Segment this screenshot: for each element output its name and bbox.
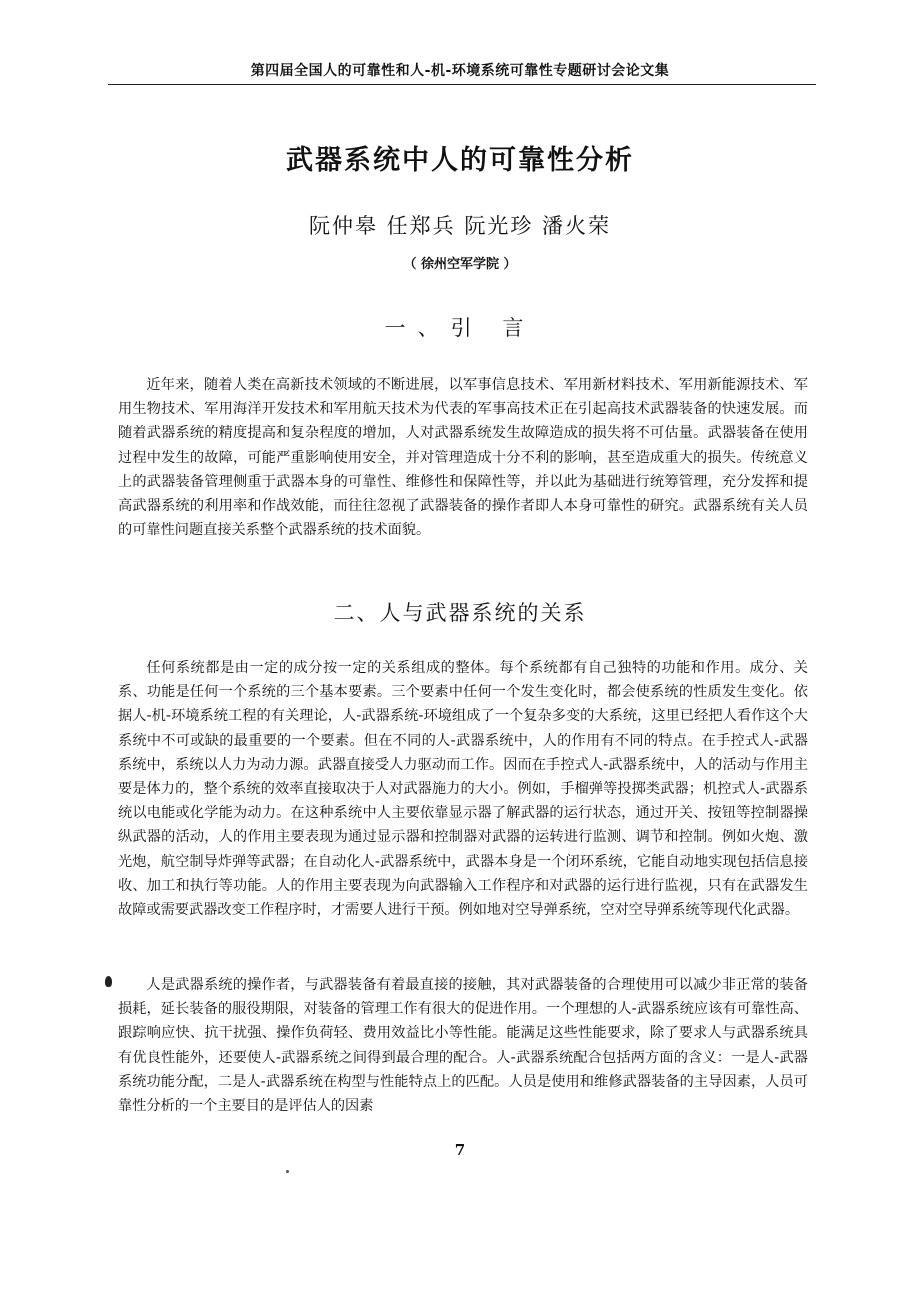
page-number: 7 <box>454 1141 466 1159</box>
paragraph: 近年来，随着人类在高新技术领域的不断进展，以军事信息技术、军用新材料技术、军用新能源技术、军用生物技术、军用海洋开发技术和军用航天技术为代表的军事高技术正在引起高技术武器装备的快速发展。而随着武器系统的精度提高和复杂程度的增加，人对武器系统发生故障造成的损失将不可估量。武器装备在使用过程中发生的故障，可能严重影响使用安全，并对管理造成十分不利的影响，甚至造成重大的损失。传统意义上的武器装备管理侧重于武器本身的可靠性、维修性和保障性等，并以此为基础进行统筹管理，充分发挥和提高武器系统的利用率和作战效能，而往往忽视了武器装备的操作者即人本身可靠性的研究。武器系统有关人员的可靠性问题直接关系整个武器系统的技术面貌。 <box>118 377 808 539</box>
scan-speck <box>286 1170 289 1173</box>
running-header: 第四届全国人的可靠性和人-机-环境系统可靠性专题研讨会论文集 <box>250 63 670 79</box>
affiliation: （ 徐州空军学院 ） <box>403 257 517 272</box>
margin-mark <box>105 976 112 987</box>
header-rule <box>108 84 816 85</box>
paragraph: 人是武器系统的操作者，与武器装备有着最直接的接触，其对武器装备的合理使用可以减少非正常的装备损耗，延长装备的服役期限，对装备的管理工作有很大的促进作用。一个理想的人-武器系统应该有可靠性高、跟踪响应快、抗干扰强、操作负荷轻、费用效益比小等性能。能满足这些性能要求，除了要求人与武器系统具有优良性能外，还要使人-武器系统之间得到最合理的配合。人-武器系统配合包括两方面的含义：一是人-武器系统功能分配，二是人-武器系统在构型与性能特点上的匹配。人员是使用和维修武器装备的主导因素，人员可靠性分析的一个主要目的是评估人的因素 <box>118 977 808 1115</box>
section-heading-relationship: 二、人与武器系统的关系 <box>333 601 587 625</box>
section-heading-introduction: 一、引 言 <box>384 316 536 340</box>
authors: 阮仲皋 任郑兵 阮光珍 潘火荣 <box>308 214 612 238</box>
paper-title: 武器系统中人的可靠性分析 <box>286 145 634 176</box>
paragraph: 任何系统都是由一定的成分按一定的关系组成的整体。每个系统都有自己独特的功能和作用。成分、关系、功能是任何一个系统的三个基本要素。三个要素中任何一个发生变化时，都会使系统的性质发生变化。依据人-机-环境系统工程的有关理论，人-武器系统-环境组成了一个复杂多变的大系统，这里已经把人看作这个大系统中不可或缺的最重要的一个要素。但在不同的人-武器系统中，人的作用有不同的特点。在手控式人-武器系统中，系统以人力为动力源。武器直接受人力驱动而工作。因而在手控式人-武器系统中，人的活动与作用主要是体力的，整个系统的效率直接取决于人对武器施力的大小。例如，手榴弹等投掷类武器；机控式人-武器系统以电能或化学能为动力。在这种系统中人主要依靠显示器了解武器的运行状态，通过开关、按钮等控制器操纵武器的活动，人的作用主要表现为通过显示器和控制器对武器的运转进行监测、调节和控制。例如火炮、激光炮，航空制导炸弹等武器；在自动化人-武器系统中，武器本身是一个闭环系统，它能自动地实现包括信息接收、加工和执行等功能。人的作用主要表现为向武器输入工作程序和对武器的运行进行监视，只有在武器发生故障或需要武器改变工作程序时，才需要人进行干预。例如地对空导弹系统，空对空导弹系统等现代化武器。 <box>118 660 808 919</box>
